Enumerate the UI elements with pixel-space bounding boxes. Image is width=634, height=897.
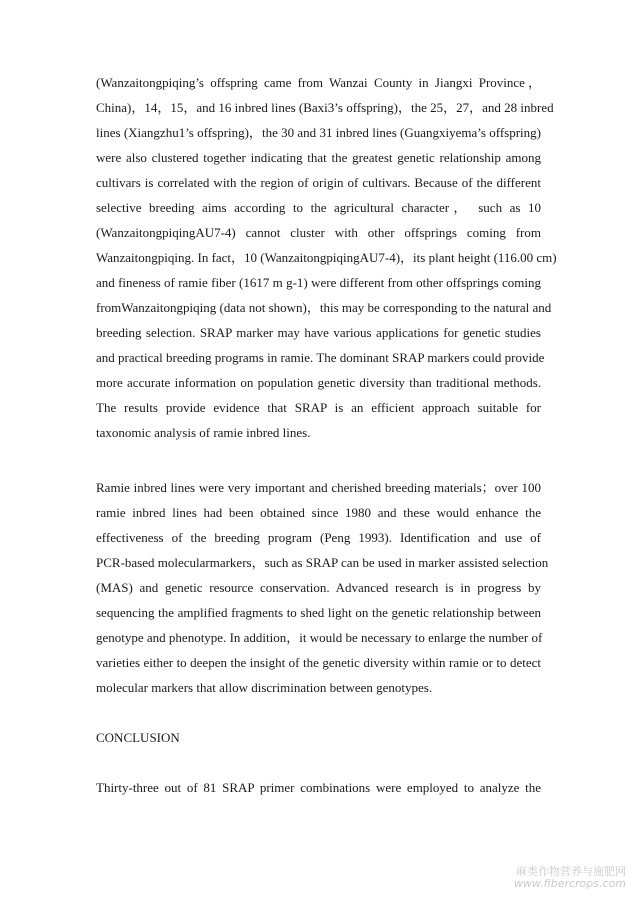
text-line: (WanzaitongpiqingAU7-4) cannot cluster with other offsprings coming from (96, 225, 541, 240)
text-line: (MAS) and genetic resource conservation. Advanced research is in progress by (96, 580, 541, 595)
text-line: cultivars is correlated with the region of origin of cultivars. Because of the different (96, 175, 541, 190)
text-line: fromWanzaitongpiqing (data not shown)，this may be corresponding to the natural and (96, 300, 552, 315)
text-line: genotype and phenotype. In addition，it would be necessary to enlarge the number of (96, 630, 543, 645)
text-line: PCR-based molecularmarkers，such as SRAP can be used in marker assisted selection (96, 555, 549, 570)
text-line: molecular markers that allow discrimination between genotypes. (96, 680, 433, 695)
text-line: ramie inbred lines had been obtained since 1980 and these would enhance the (96, 505, 541, 520)
text-line: taxonomic analysis of ramie inbred lines. (96, 425, 311, 440)
watermark-url: www.fibercrops.com (513, 877, 626, 891)
text-line: breeding selection. SRAP marker may have various applications for genetic studies (96, 325, 541, 340)
text-line: (Wanzaitongpiqing’s offspring came from Wanzai County in Jiangxi Province， (96, 75, 541, 90)
text-line: and practical breeding programs in ramie. The dominant SRAP markers could provide (96, 350, 545, 365)
text-line: sequencing the amplified fragments to shed light on the genetic relationship between (96, 605, 541, 620)
text-line: Wanzaitongpiqing. In fact，10 (WanzaitongpiqingAU7-4)，its plant height (116.00 cm) (96, 250, 557, 265)
text-line: The results provide evidence that SRAP is an efficient approach suitable for (96, 400, 541, 415)
site-watermark (514, 866, 626, 891)
watermark-site-name: 麻类作物营养与施肥网 (516, 864, 626, 878)
text-line: selective breeding aims according to the agricultural character， such as 10 (96, 200, 541, 215)
text-line: were also clustered together indicating that the greatest genetic relationship among (96, 150, 541, 165)
text-line: Ramie inbred lines were very important and cherished breeding materials；over 100 (96, 480, 541, 495)
text-line: varieties either to deepen the insight of the genetic diversity within ramie or to detect (96, 655, 541, 670)
text-line: lines (Xiangzhu1’s offspring)，the 30 and 31 inbred lines (Guangxiyema’s offspring) (96, 125, 541, 140)
text-line: Thirty-three out of 81 SRAP primer combinations were employed to analyze the (96, 780, 541, 795)
text-line: and fineness of ramie fiber (1617 m g-1) were different from other offsprings coming (96, 275, 541, 290)
text-line: more accurate information on population genetic diversity than traditional methods. (96, 375, 541, 390)
text-line: effectiveness of the breeding program (Peng 1993). Identification and use of (96, 530, 541, 545)
section-heading-conclusion: CONCLUSION (96, 730, 180, 745)
text-line: China)，14，15，and 16 inbred lines (Baxi3’s offspring)，the 25，27，and 28 inbred (96, 100, 554, 115)
